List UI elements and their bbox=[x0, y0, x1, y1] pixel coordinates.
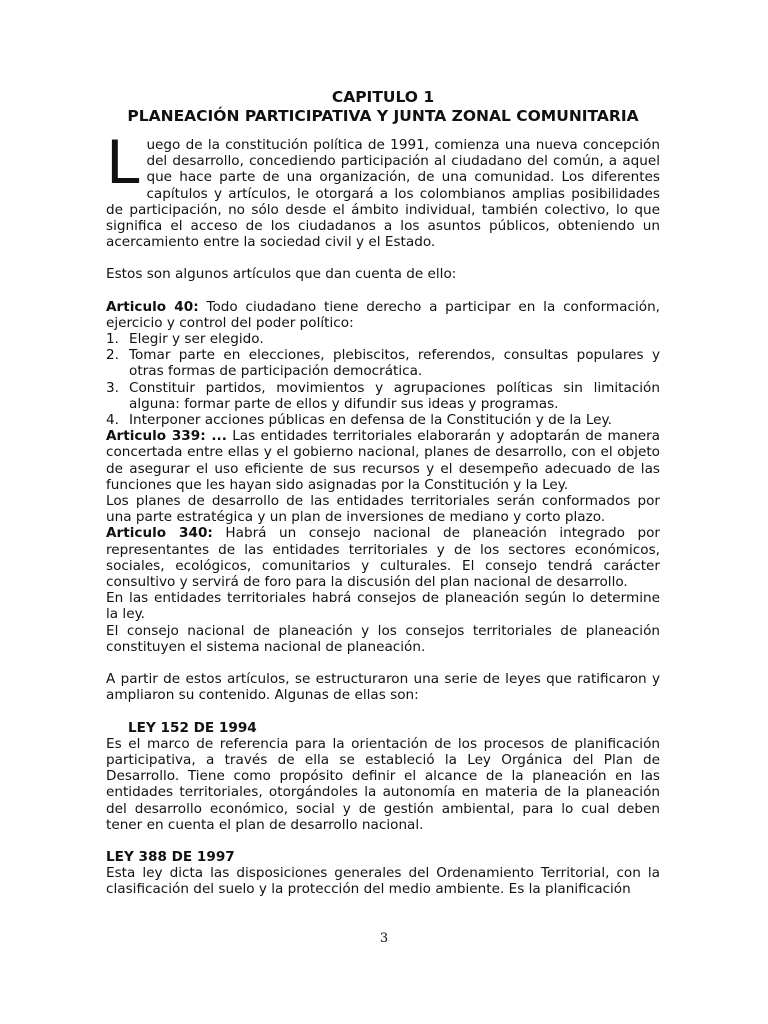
article-339-label: Articulo 339: ... bbox=[106, 428, 227, 445]
article-339 bbox=[106, 428, 660, 493]
page-number: 3 bbox=[379, 931, 389, 946]
ley-152-heading: LEY 152 DE 1994 bbox=[128, 719, 257, 736]
article-40-text: Todo ciudadano tiene derecho a participar en la conformación, ejercicio y control del poder político: bbox=[106, 298, 661, 331]
article-40-list bbox=[106, 331, 660, 428]
list-number: 2. bbox=[106, 347, 119, 364]
article-339-para2: Los planes de desarrollo de las entidades territoriales serán conformados por una parte estratégica y un plan de inversiones de mediano y corto plazo. bbox=[106, 493, 660, 526]
list-item bbox=[106, 347, 660, 379]
article-40-label: Articulo 40: bbox=[106, 298, 199, 315]
article-340 bbox=[106, 525, 660, 590]
article-340-text: Habrá un consejo nacional de planeación integrado por representantes de las entidades territoriales y de los sectores económicos, sociales, ecológicos, comunitarios y culturales. El consejo tendrá carácter consultivo y servirá de foro para la discusión del plan nacional de desarrollo. bbox=[106, 525, 660, 591]
list-number: 4. bbox=[106, 412, 119, 429]
transition-text: A partir de estos artículos, se estructuraron una serie de leyes que ratificaron y ampliaron su contenido. Algunas de ellas son: bbox=[106, 671, 660, 704]
lead-text: Estos son algunos artículos que dan cuenta de ello: bbox=[106, 266, 457, 283]
list-item bbox=[106, 331, 660, 347]
list-item bbox=[106, 380, 660, 412]
list-item-text: Constituir partidos, movimientos y agrupaciones políticas sin limitación alguna: formar parte de ellos y difundir sus ideas y programas. bbox=[129, 379, 660, 412]
list-item-text: Elegir y ser elegido. bbox=[129, 331, 264, 348]
article-40 bbox=[106, 299, 660, 331]
intro-paragraph bbox=[106, 128, 660, 251]
drop-cap: L bbox=[106, 128, 140, 198]
list-item-text: Tomar parte en elecciones, plebiscitos, referendos, consultas populares y otras formas de participación democrática. bbox=[129, 347, 660, 380]
list-item bbox=[106, 412, 660, 428]
ley-388-heading: LEY 388 DE 1997 bbox=[106, 848, 235, 865]
intro-text: uego de la constitución política de 1991, comienza una nueva concepción del desarrollo, concediendo participación al ciudadano del común, a aquel que hace parte de una organización, de una comunidad. Los diferentes capítulos y artículos, le otorgará a los colombianos amplias posibilidades de participación, no sólo desde el ámbito individual, también colectivo, lo que significa el acceso de los ciudadanos a los asuntos públicos, obteniendo un acercamiento entre la sociedad civil y el Estado. bbox=[106, 137, 660, 251]
article-339-text: Las entidades territoriales elaborarán y adoptarán de manera concertada entre ellas y el gobierno nacional, planes de desarrollo, con el objeto de asegurar el uso eficiente de sus recursos y el desempeño adecuado de las funciones que les hayan sido asignadas por la Constitución y la Ley. bbox=[106, 428, 661, 493]
list-number: 3. bbox=[106, 379, 119, 396]
ley-388-text: Esta ley dicta las disposiciones generales del Ordenamiento Territorial, con la clasificación del suelo y la protección del medio ambiente. Es la planificación bbox=[106, 865, 660, 898]
document-page bbox=[106, 88, 660, 898]
article-340-para2: En las entidades territoriales habrá consejos de planeación según lo determine la ley. bbox=[106, 590, 660, 623]
article-340-label: Articulo 340: bbox=[106, 525, 213, 542]
ley-152-text: Es el marco de referencia para la orientación de los procesos de planificación participativa, a través de ella se estableció la Ley Orgánica del Plan de Desarrollo. Tiene como propósito definir el alcance de la planeación en las entidades territoriales, otorgándoles la autonomía en materia de la planeación del desarrollo económico, social y de gestión ambiental, para lo cual deben tener en cuenta el plan de desarrollo nacional. bbox=[106, 735, 660, 833]
chapter-label: CAPITULO 1 bbox=[331, 88, 435, 106]
chapter-title: PLANEACIÓN PARTICIPATIVA Y JUNTA ZONAL COMUNITARIA bbox=[127, 107, 639, 125]
list-number: 1. bbox=[106, 331, 119, 348]
article-340-para3: El consejo nacional de planeación y los consejos territoriales de planeación constituyen el sistema nacional de planeación. bbox=[106, 622, 660, 655]
list-item-text: Interponer acciones públicas en defensa de la Constitución y de la Ley. bbox=[129, 412, 612, 429]
